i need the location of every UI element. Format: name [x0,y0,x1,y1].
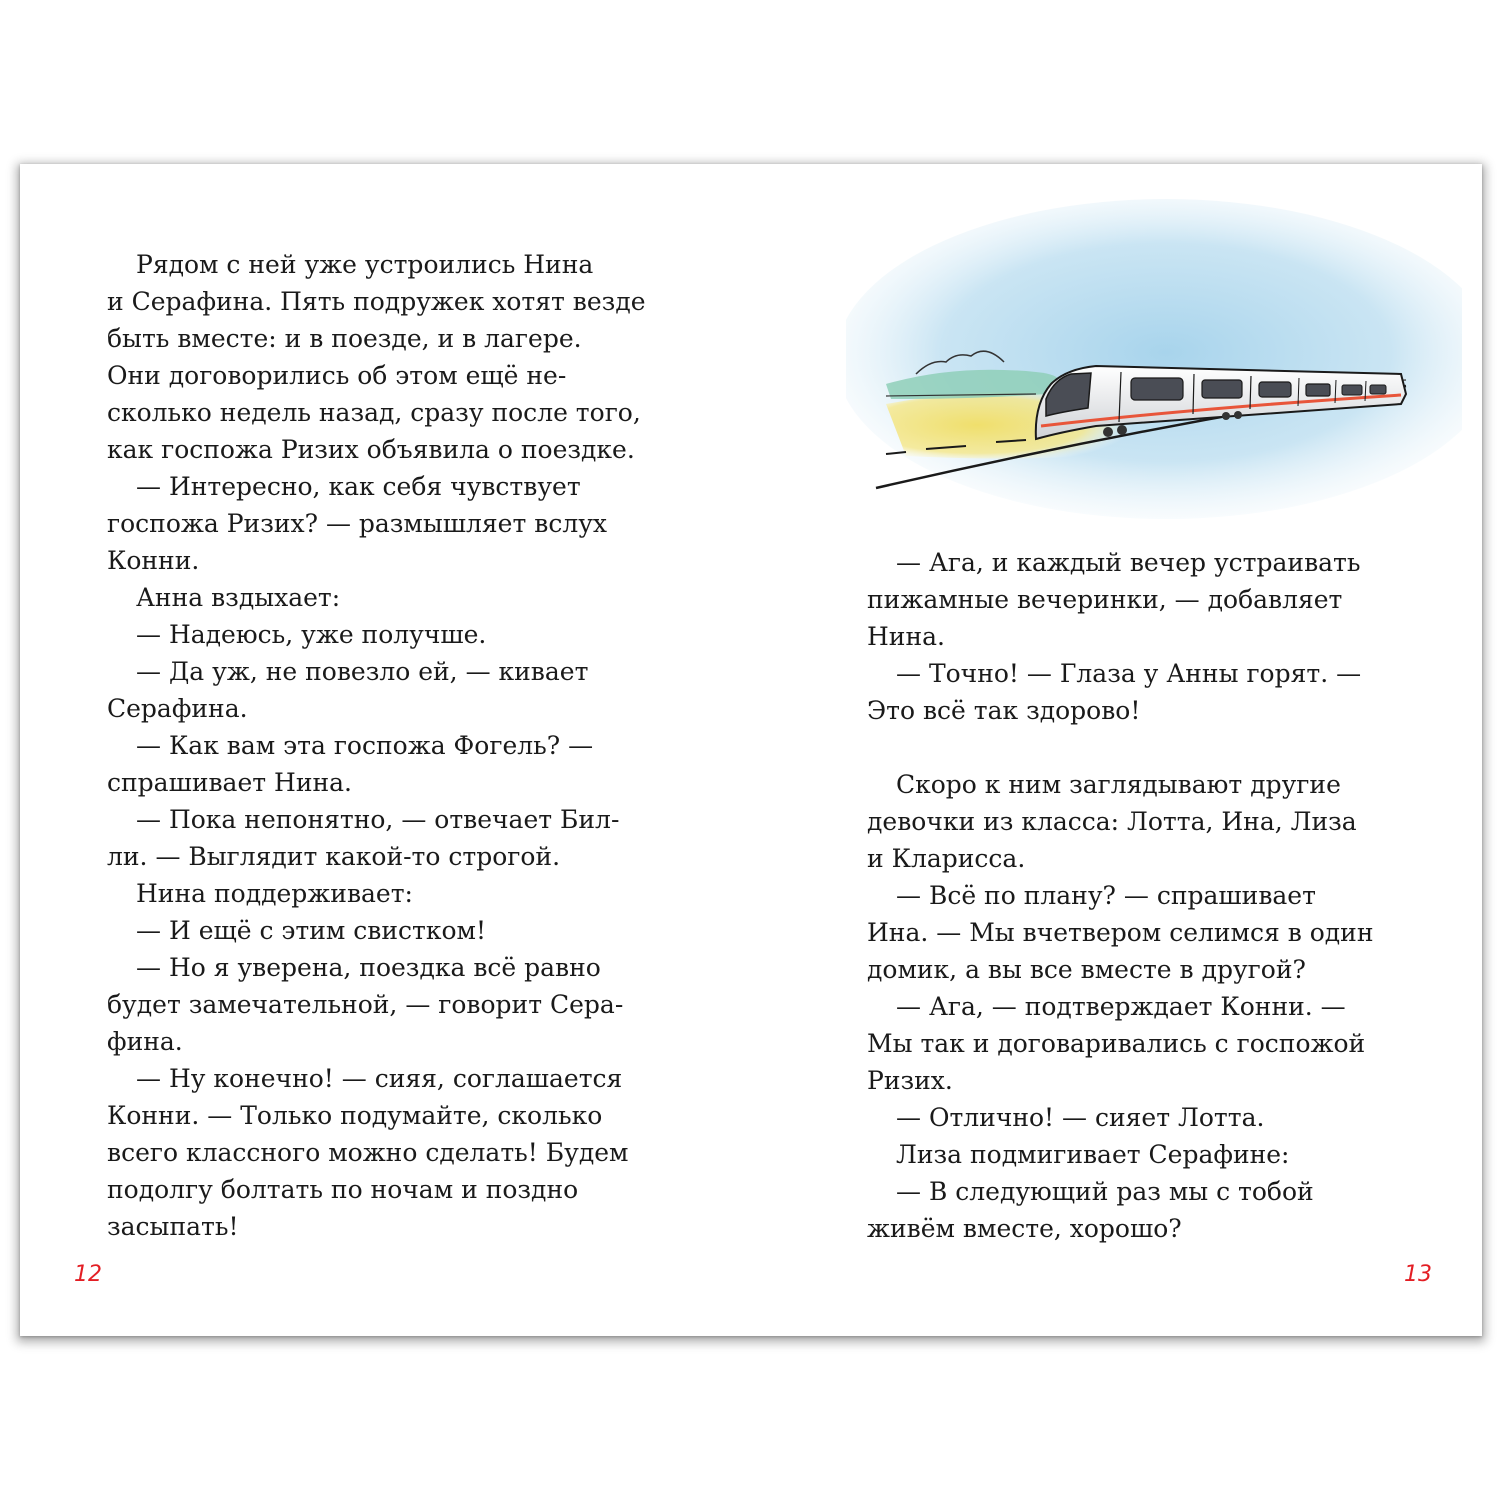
text-line: Рядом с ней уже устроились Нина [136,250,594,279]
text-line: будет замечательной, — говорит Сера- [107,990,624,1019]
text-line: — В следующий раз мы с тобой [896,1177,1314,1206]
text-line: Серафина. [107,694,248,723]
text-line: Скоро к ним заглядывают другие [896,770,1341,799]
text-line: — И ещё с этим свистком! [136,916,487,945]
text-line: ли. — Выглядит какой-то строгой. [107,842,561,871]
text-line: домик, а вы все вместе в другой? [867,955,1306,984]
text-line: фина. [107,1027,183,1056]
text-line: Это всё так здорово! [867,696,1141,725]
text-line: — Как вам эта госпожа Фогель? — [136,731,594,760]
text-line: сколько недель назад, сразу после того, [107,398,641,427]
text-line: Лиза подмигивает Серафине: [896,1140,1290,1169]
right-page-text [867,544,1407,1247]
text-line: подолгу болтать по ночам и поздно [107,1175,579,1204]
text-line: — Ага, и каждый вечер устраивать [896,548,1361,577]
text-line: Анна вздыхает: [136,583,341,612]
text-line: Нина поддерживает: [136,879,413,908]
text-line: Конни. [107,546,200,575]
text-line: — Всё по плану? — спрашивает [896,881,1316,910]
text-line: быть вместе: и в поезде, и в лагере. [107,324,582,353]
text-line: всего классного можно сделать! Будем [107,1138,629,1167]
text-line: засыпать! [107,1212,239,1241]
left-page-text [107,246,647,1245]
text-line: живём вместе, хорошо? [867,1214,1182,1243]
text-line: как госпожа Ризих объявила о поездке. [107,435,635,464]
text-line: — Ага, — подтверждает Конни. — [896,992,1346,1021]
paragraph-gap [867,729,1407,766]
text-line: — Да уж, не повезло ей, — кивает [136,657,589,686]
text-line: Конни. — Только подумайте, сколько [107,1101,603,1130]
text-line: и Кларисса. [867,844,1026,873]
text-line: — Надеюсь, уже получше. [136,620,487,649]
train-illustration [846,194,1462,544]
text-line: Ина. — Мы вчетвером селимся в один [867,918,1374,947]
text-line: девочки из класса: Лотта, Ина, Лиза [867,807,1357,836]
text-line: — Точно! — Глаза у Анны горят. — [896,659,1362,688]
text-line: — Отлично! — сияет Лотта. [896,1103,1265,1132]
text-line: и Серафина. Пять подружек хотят везде [107,287,646,316]
text-line: Мы так и договаривались с госпожой [867,1029,1366,1058]
text-line: пижамные вечеринки, — добавляет [867,585,1343,614]
text-line: спрашивает Нина. [107,768,353,797]
page-number-left: 12 [74,1262,102,1287]
text-line: Ризих. [867,1066,953,1095]
text-line: — Интересно, как себя чувствует [136,472,581,501]
text-line: Нина. [867,622,945,651]
text-line: госпожа Ризих? — размышляет вслух [107,509,608,538]
text-line: Они договорились об этом ещё не- [107,361,567,390]
sky [846,199,1462,519]
text-line: — Пока непонятно, — отвечает Бил- [136,805,620,834]
text-line: — Но я уверена, поездка всё равно [136,953,601,982]
book-spread [20,164,1482,1336]
page-number-right: 13 [1404,1262,1432,1287]
text-line: — Ну конечно! — сияя, соглашается [136,1064,623,1093]
